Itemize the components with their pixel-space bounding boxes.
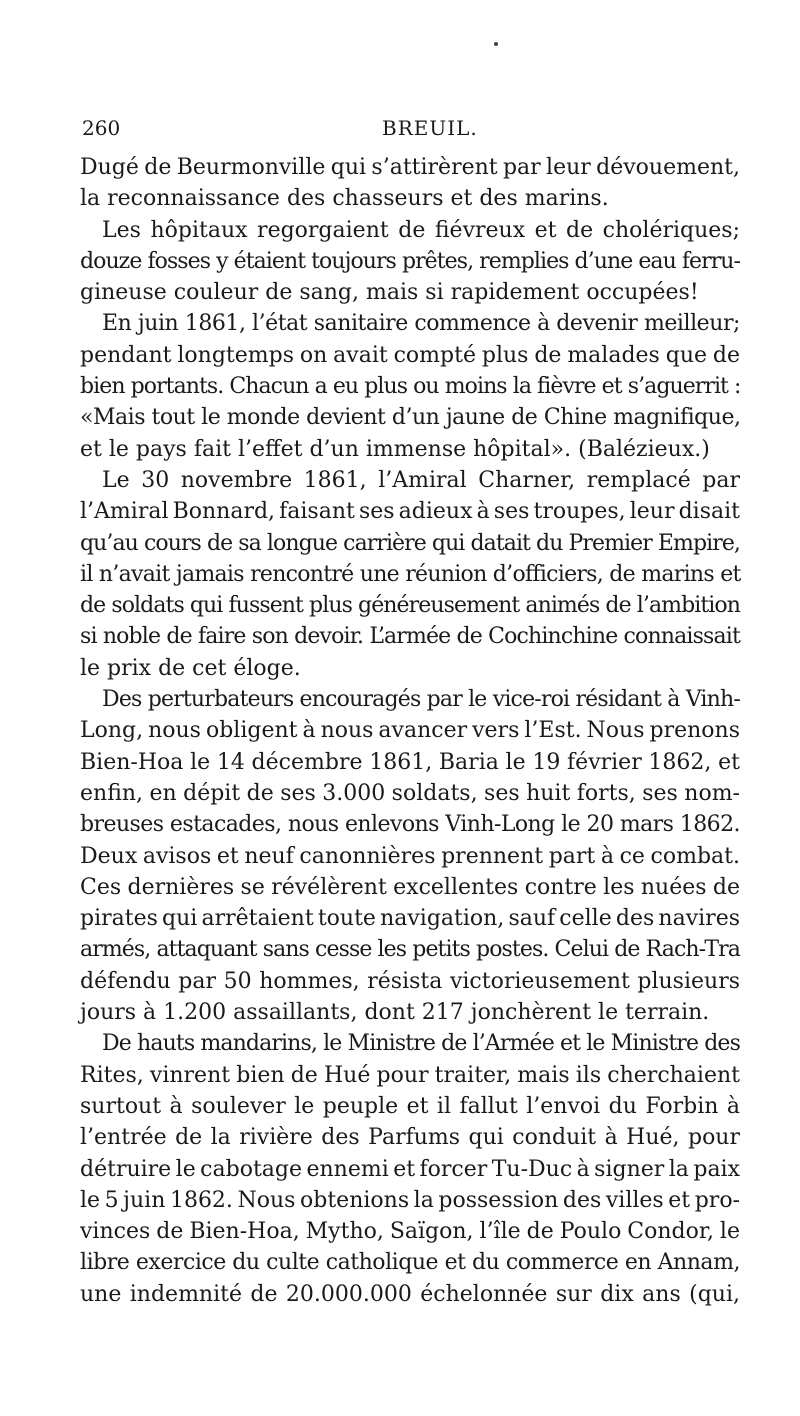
- text-line: il n’avait jamais rencontré une réunion d’officiers, de marins et: [80, 561, 741, 587]
- body-text: [80, 152, 740, 1310]
- text-line: l’Amiral Bonnard, faisant ses adieux à ses troupes, leur disait: [80, 499, 740, 525]
- text-line: En juin 1861, l’état sanitaire commence à devenir meilleur;: [102, 311, 740, 337]
- text-line: le 5 juin 1862. Nous obtenions la possession des villes et pro-: [80, 1187, 740, 1213]
- text-line: enfin, en dépit de ses 3.000 soldats, ses huit forts, ses nom-: [80, 780, 740, 806]
- text-line: si noble de faire son devoir. L’armée de Cochinchine connaissait: [80, 624, 740, 650]
- text-line: détruire le cabotage ennemi et forcer Tu-Duc à signer la paix: [80, 1156, 740, 1182]
- text-line: libre exercice du culte catholique et du commerce en Annam,: [80, 1250, 740, 1276]
- text-line: armés, attaquant sans cesse les petits postes. Celui de Rach-Tra: [80, 937, 740, 963]
- text-line: le prix de cet éloge.: [80, 655, 301, 681]
- text-line: De hauts mandarins, le Ministre de l’Armée et le Ministre des: [102, 1031, 740, 1057]
- running-head: BREUIL.: [382, 116, 478, 140]
- text-line: Deux avisos et neuf canonnières prennent part à ce combat.: [80, 843, 740, 869]
- print-speck: [494, 42, 498, 46]
- text-line: «Mais tout le monde devient d’un jaune de Chine magnifique,: [80, 405, 741, 431]
- text-line: Des perturbateurs encouragés par le vice-roi résidant à Vinh-: [102, 687, 741, 713]
- text-line: pirates qui arrêtaient toute navigation, sauf celle des navires: [80, 906, 740, 932]
- text-line: gineuse couleur de sang, mais si rapidement occupées!: [80, 280, 699, 306]
- text-line: jours à 1.200 assaillants, dont 217 jonchèrent le terrain.: [80, 1000, 710, 1026]
- text-line: Le 30 novembre 1861, l’Amiral Charner, remplacé par: [102, 467, 740, 493]
- text-line: de soldats qui fussent plus généreusement animés de l’ambition: [80, 593, 740, 619]
- text-line: Long, nous obligent à nous avancer vers l’Est. Nous prenons: [80, 718, 740, 744]
- text-line: Bien-Hoa le 14 décembre 1861, Baria le 19 février 1862, et: [80, 749, 740, 775]
- text-line: et le pays fait l’effet d’un immense hôpital». (Balézieux.): [80, 436, 710, 462]
- text-line: qu’au cours de sa longue carrière qui datait du Premier Empire,: [80, 530, 740, 556]
- text-line: la reconnaissance des chasseurs et des marins.: [80, 186, 609, 212]
- text-line: défendu par 50 hommes, résista victorieusement plusieurs: [80, 968, 740, 994]
- text-line: une indemnité de 20.000.000 échelonnée sur dix ans (qui,: [80, 1281, 740, 1307]
- text-line: surtout à soulever le peuple et il fallut l’envoi du Forbin à: [80, 1093, 740, 1119]
- page-number: 260: [82, 116, 121, 140]
- page-header: [82, 116, 740, 146]
- text-line: Rites, vinrent bien de Hué pour traiter, mais ils cherchaient: [80, 1062, 740, 1088]
- text-line: pendant longtemps on avait compté plus de malades que de: [80, 342, 740, 368]
- text-line: vinces de Bien-Hoa, Mytho, Saïgon, l’île de Poulo Condor, le: [80, 1219, 740, 1245]
- text-line: bien portants. Chacun a eu plus ou moins la fièvre et s’aguerrit :: [80, 374, 741, 400]
- text-line: breuses estacades, nous enlevons Vinh-Long le 20 mars 1862.: [80, 812, 740, 838]
- text-line: Les hôpitaux regorgaient de fiévreux et de cholériques;: [102, 217, 740, 243]
- text-line: l’entrée de la rivière des Parfums qui conduit à Hué, pour: [80, 1125, 740, 1151]
- text-line: Ces dernières se révélèrent excellentes contre les nuées de: [80, 874, 740, 900]
- text-line: Dugé de Beurmonville qui s’attirèrent par leur dévouement,: [80, 155, 740, 180]
- text-line: douze fosses y étaient toujours prêtes, remplies d’une eau ferru-: [80, 248, 740, 274]
